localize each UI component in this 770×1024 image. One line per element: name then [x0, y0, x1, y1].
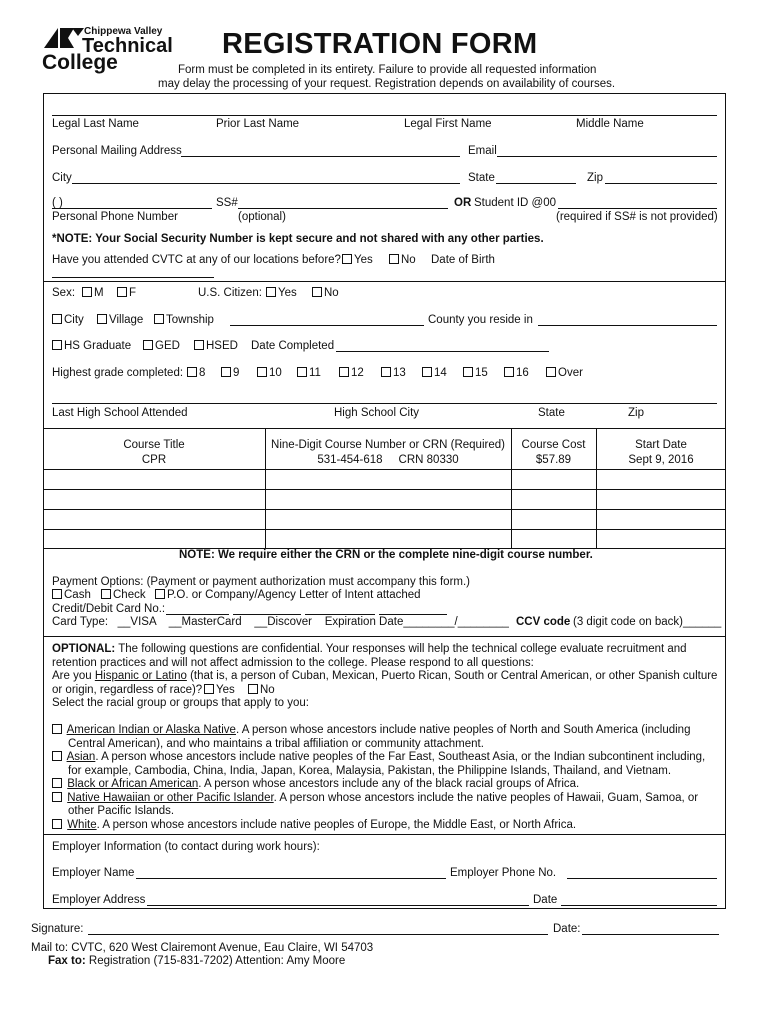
- logo-line1: Chippewa Valley: [84, 26, 163, 37]
- residence-village[interactable]: Village: [97, 314, 143, 326]
- ccv-field[interactable]: (3 digit code on back)______: [573, 616, 722, 628]
- employer-address-label: Employer Address: [52, 894, 146, 906]
- checkbox-icon[interactable]: [463, 367, 473, 377]
- checkbox-icon[interactable]: [342, 254, 352, 264]
- page-title: REGISTRATION FORM: [222, 28, 538, 60]
- race-option-desc: Central American), and who maintains a tribal affiliation or community attachment.: [68, 738, 484, 750]
- grade-option[interactable]: 13: [381, 367, 406, 379]
- race-option-desc: for example, Cambodia, China, India, Japan, Korea, Malaysia, Pakistan, the Philippine Islands, Thailand, and Vietnam.: [68, 765, 672, 777]
- legal-last-name-label: Legal Last Name: [52, 118, 139, 130]
- ccv-label: CCV code: [516, 616, 571, 628]
- middle-name-label: Middle Name: [576, 118, 644, 130]
- checkbox-icon[interactable]: [52, 589, 62, 599]
- employer-date-label: Date: [533, 894, 558, 906]
- hsed[interactable]: HSED: [194, 340, 238, 352]
- employer-info-label: Employer Information (to contact during work hours):: [52, 841, 320, 853]
- card-number-field[interactable]: [166, 614, 229, 615]
- logo-line3: College: [42, 51, 118, 74]
- payment-cash[interactable]: Cash: [52, 589, 91, 601]
- employer-date-field[interactable]: [561, 905, 717, 906]
- hs-city-label: High School City: [334, 407, 420, 419]
- checkbox-icon[interactable]: [266, 287, 276, 297]
- student-id-required-label: (required if SS# is not provided): [556, 211, 718, 223]
- card-number-field[interactable]: [233, 614, 301, 615]
- sex-m[interactable]: M: [82, 287, 104, 299]
- attended-yes[interactable]: Yes: [342, 254, 373, 266]
- citizen-label: U.S. Citizen:: [198, 287, 262, 299]
- mailing-address-label: Personal Mailing Address: [52, 145, 182, 157]
- checkbox-icon[interactable]: [52, 819, 62, 829]
- checkbox-icon[interactable]: [204, 684, 214, 694]
- city-label: City: [52, 172, 72, 184]
- sex-f[interactable]: F: [117, 287, 136, 299]
- checkbox-icon[interactable]: [422, 367, 432, 377]
- name-field[interactable]: [52, 115, 717, 116]
- checkbox-icon[interactable]: [97, 314, 107, 324]
- checkbox-icon[interactable]: [312, 287, 322, 297]
- state-label: State: [468, 172, 495, 184]
- hispanic-link: Hispanic or Latino: [94, 670, 187, 682]
- divider: [43, 834, 726, 835]
- table-cell: Sept 9, 2016: [628, 454, 694, 466]
- checkbox-icon[interactable]: [187, 367, 197, 377]
- card-number-field[interactable]: [305, 614, 375, 615]
- race-option[interactable]: White. A person whose ancestors include native peoples of Europe, the Middle East, or North Africa.: [52, 819, 576, 831]
- hs-graduate[interactable]: HS Graduate: [52, 340, 131, 352]
- prior-last-name-label: Prior Last Name: [216, 118, 300, 130]
- checkbox-icon[interactable]: [82, 287, 92, 297]
- sex-label: Sex:: [52, 287, 76, 299]
- attended-no[interactable]: No: [389, 254, 416, 266]
- checkbox-icon[interactable]: [221, 367, 231, 377]
- student-id-label: Student ID @00: [474, 197, 556, 209]
- grade-option[interactable]: 16: [504, 367, 529, 379]
- last-hs-label: Last High School Attended: [52, 407, 188, 419]
- signature-date-field[interactable]: [582, 934, 719, 935]
- checkbox-icon[interactable]: [389, 254, 399, 264]
- hs-zip-label: Zip: [628, 407, 644, 419]
- race-option[interactable]: American Indian or Alaska Native. A person whose ancestors include native peoples of North and South America (including: [52, 724, 690, 736]
- ged[interactable]: GED: [143, 340, 180, 352]
- checkbox-icon[interactable]: [52, 778, 62, 788]
- crn-note: NOTE: We require either the CRN or the complete nine-digit course number.: [179, 549, 593, 561]
- payment-options-label: Payment Options: (Payment or payment authorization must accompany this form.): [52, 576, 471, 588]
- grade-option[interactable]: 15: [463, 367, 488, 379]
- checkbox-icon[interactable]: [504, 367, 514, 377]
- county-label: County you reside in: [428, 314, 533, 326]
- subtitle-line1: Form must be completed in its entirety. Failure to provide all requested information: [178, 64, 597, 76]
- race-option[interactable]: Black or African American. A person whose ancestors include any of the black racial groups of Africa.: [52, 778, 579, 790]
- township-field[interactable]: [230, 325, 424, 326]
- optional-text: The following questions are confidential. Your responses will help the technical college evaluate recruitment and: [118, 643, 687, 655]
- attended-question: Have you attended CVTC at any of our locations before?: [52, 254, 341, 266]
- checkbox-icon[interactable]: [52, 340, 62, 350]
- course-title-header: Course Title: [123, 439, 185, 451]
- checkbox-icon[interactable]: [194, 340, 204, 350]
- divider: [43, 281, 726, 282]
- highest-grade-label: Highest grade completed:: [52, 367, 184, 379]
- payment-check[interactable]: Check: [101, 589, 146, 601]
- city-field[interactable]: [72, 183, 460, 184]
- hispanic-question-line2: or origin, regardless of race)?: [52, 684, 203, 696]
- logo-mark-icon: [44, 28, 84, 52]
- table-cell: 531-454-618 CRN 80330: [317, 454, 459, 466]
- optional-text: retention practices and will not affect admission to the college. Please respond to all questions:: [52, 657, 534, 669]
- table-cell: CPR: [141, 454, 167, 466]
- zip-field[interactable]: [605, 183, 717, 184]
- checkbox-icon[interactable]: [52, 314, 62, 324]
- ss-optional-label: (optional): [238, 211, 286, 223]
- checkbox-icon[interactable]: [143, 340, 153, 350]
- citizen-no[interactable]: No: [312, 287, 339, 299]
- employer-phone-label: Employer Phone No.: [450, 867, 557, 879]
- legal-first-name-label: Legal First Name: [404, 118, 492, 130]
- fax-label: Fax to:: [48, 955, 86, 967]
- email-field[interactable]: [497, 156, 717, 157]
- hispanic-yes[interactable]: Yes: [204, 684, 235, 696]
- grade-option[interactable]: 12: [339, 367, 364, 379]
- card-number-label: Credit/Debit Card No.:: [52, 603, 166, 615]
- county-field[interactable]: [538, 325, 717, 326]
- racial-group-prompt: Select the racial group or groups that apply to you:: [52, 697, 309, 709]
- ss-note: *NOTE: Your Social Security Number is kept secure and not shared with any other parties.: [52, 233, 544, 245]
- checkbox-icon[interactable]: [52, 724, 62, 734]
- ss-field[interactable]: [238, 208, 448, 209]
- citizen-yes[interactable]: Yes: [266, 287, 297, 299]
- start-date-header: Start Date: [635, 439, 687, 451]
- grade-option[interactable]: 10: [257, 367, 282, 379]
- email-label: Email: [468, 145, 497, 157]
- mail-to: Mail to: CVTC, 620 West Clairemont Avenue, Eau Claire, WI 54703: [31, 942, 374, 954]
- checkbox-icon[interactable]: [297, 367, 307, 377]
- fax-text: Registration (715-831-7202) Attention: Amy Moore: [85, 955, 346, 967]
- race-option-desc: other Pacific Islands.: [68, 805, 175, 817]
- date-completed-field[interactable]: [336, 351, 549, 352]
- dob-label: Date of Birth: [431, 254, 495, 266]
- divider: [43, 428, 726, 429]
- grade-option[interactable]: 14: [422, 367, 447, 379]
- checkbox-icon[interactable]: [248, 684, 258, 694]
- checkbox-icon[interactable]: [381, 367, 391, 377]
- grade-option[interactable]: 11: [297, 367, 321, 379]
- checkbox-icon[interactable]: [155, 589, 165, 599]
- checkbox-icon[interactable]: [52, 751, 62, 761]
- hispanic-question-rest: (that is, a person of Cuban, Mexican, Puerto Rican, South or Central American, or other Spanish culture: [186, 670, 718, 682]
- logo-line2: Technical: [82, 35, 173, 57]
- employer-address-field[interactable]: [147, 905, 529, 906]
- optional-label: OPTIONAL:: [52, 643, 116, 655]
- race-option[interactable]: Asian. A person whose ancestors include native peoples of the Far East, Southeast Asia, or the Indian subcontinent including,: [52, 751, 705, 763]
- zip-label: Zip: [587, 172, 603, 184]
- ss-label: SS#: [216, 197, 238, 209]
- checkbox-icon[interactable]: [257, 367, 267, 377]
- phone-area-code: ( ): [52, 197, 63, 209]
- checkbox-icon[interactable]: [52, 792, 62, 802]
- subtitle-line2: may delay the processing of your request. Registration depends on availability of courses.: [158, 78, 616, 90]
- college-logo: [42, 26, 172, 74]
- mailing-address-field[interactable]: [181, 156, 460, 157]
- course-cost-header: Course Cost: [521, 439, 586, 451]
- state-field[interactable]: [496, 183, 576, 184]
- signature-field[interactable]: [88, 934, 548, 935]
- checkbox-icon[interactable]: [101, 589, 111, 599]
- phone-label: Personal Phone Number: [52, 211, 178, 223]
- hispanic-no[interactable]: No: [248, 684, 275, 696]
- checkbox-icon[interactable]: [546, 367, 556, 377]
- table-cell: $57.89: [535, 454, 572, 466]
- grade-option[interactable]: Over: [546, 367, 583, 379]
- employer-phone-field[interactable]: [567, 878, 717, 879]
- hispanic-question: Are you: [52, 670, 95, 682]
- employer-name-field[interactable]: [136, 878, 446, 879]
- high-school-field[interactable]: [52, 403, 717, 404]
- grade-option[interactable]: 8: [187, 367, 205, 379]
- card-number-field[interactable]: [379, 614, 447, 615]
- hs-state-label: State: [538, 407, 565, 419]
- checkbox-icon[interactable]: [154, 314, 164, 324]
- student-id-field[interactable]: [558, 208, 717, 209]
- checkbox-icon[interactable]: [117, 287, 127, 297]
- date-completed-label: Date Completed: [251, 340, 335, 352]
- residence-city[interactable]: City: [52, 314, 84, 326]
- dob-field[interactable]: [52, 277, 214, 278]
- payment-po[interactable]: P.O. or Company/Agency Letter of Intent attached: [155, 589, 421, 601]
- signature-label: Signature:: [31, 923, 84, 935]
- phone-field[interactable]: [52, 208, 212, 209]
- residence-township[interactable]: Township: [154, 314, 214, 326]
- divider: [43, 636, 726, 637]
- card-type-line[interactable]: Card Type: __VISA __MasterCard __Discover Expiration Date________/________: [52, 616, 509, 628]
- or-label: OR: [454, 197, 472, 209]
- signature-date-label: Date:: [553, 923, 581, 935]
- grade-option[interactable]: 9: [221, 367, 239, 379]
- race-option[interactable]: Native Hawaiian or other Pacific Islander. A person whose ancestors include the native peoples of Hawaii, Guam, Samoa, or: [52, 792, 698, 804]
- checkbox-icon[interactable]: [339, 367, 349, 377]
- course-number-header: Nine-Digit Course Number or CRN (Required): [271, 439, 505, 451]
- employer-name-label: Employer Name: [52, 867, 135, 879]
